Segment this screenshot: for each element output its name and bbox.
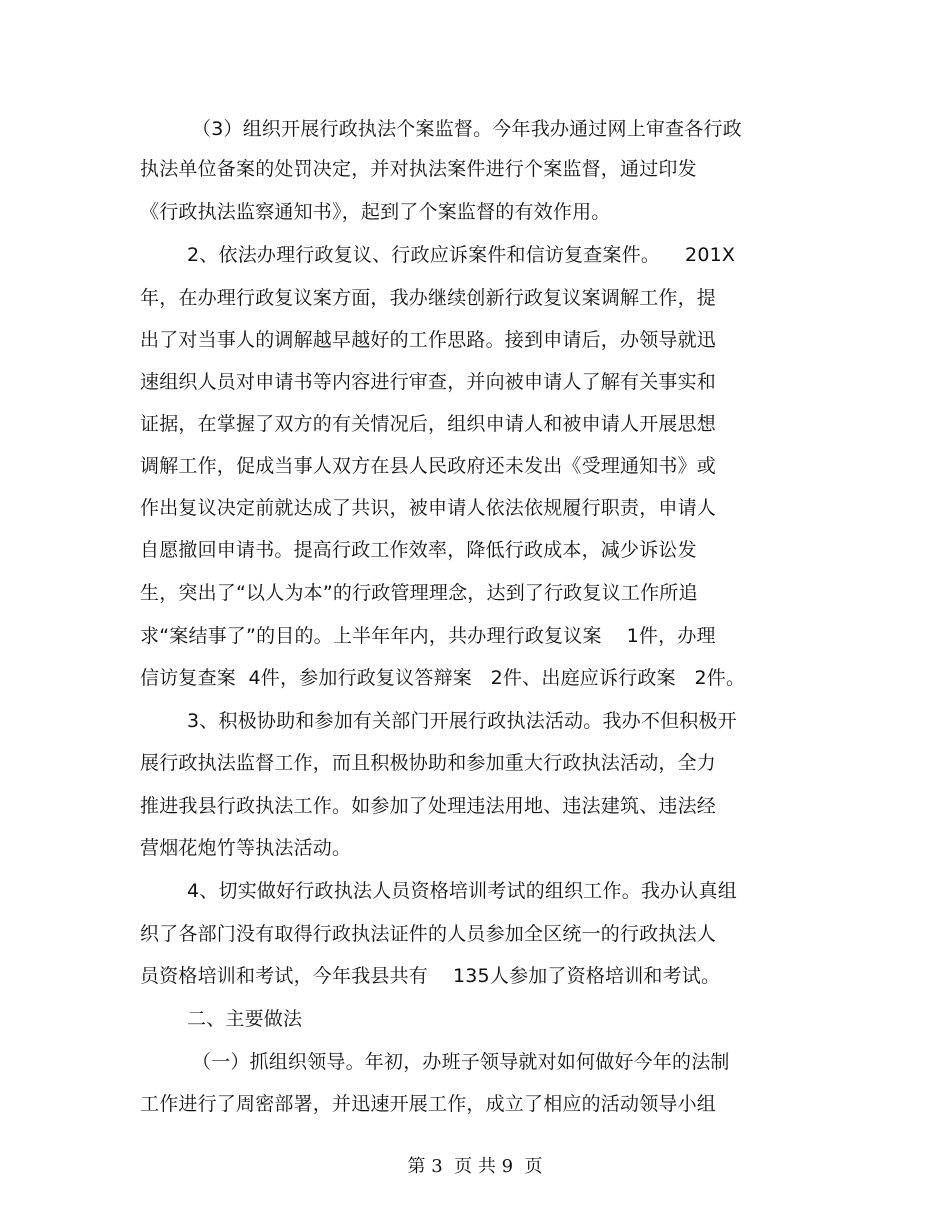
text-line: 求“案结事了”的目的。上半年年内，共办理行政复议案 1件，办理 bbox=[140, 625, 716, 647]
text-line: （一）抓组织领导。年初，办班子领导就对如何做好今年的法制 bbox=[192, 1051, 730, 1073]
text-line: 作出复议决定前就达成了共识，被申请人依法依规履行职责，申请人 bbox=[140, 497, 717, 519]
page-number-footer: 第 3 页 共 9 页 bbox=[407, 1156, 543, 1177]
text-line: 《行政执法监察通知书》，起到了个案监督的有效作用。 bbox=[140, 201, 611, 223]
text-line: 推进我县行政执法工作。如参加了处理违法用地、违法建筑、违法经 bbox=[140, 795, 717, 817]
text-line: 员资格培训和考试，今年我县共有 135人参加了资格培训和考试。 bbox=[140, 965, 721, 987]
text-line: 工作进行了周密部署，并迅速开展工作，成立了相应的活动领导小组 bbox=[140, 1093, 717, 1115]
text-line: 证据，在掌握了双方的有关情况后，组织申请人和被申请人开展思想 bbox=[140, 413, 717, 435]
text-line: 4、切实做好行政执法人员资格培训考试的组织工作。我办认真组 bbox=[187, 880, 737, 902]
text-line: 速组织人员对申请书等内容进行审查，并向被申请人了解有关事实和 bbox=[140, 371, 717, 393]
text-line: 织了各部门没有取得行政执法证件的人员参加全区统一的行政执法人 bbox=[140, 923, 717, 945]
text-line: 调解工作，促成当事人双方在县人民政府还未发出《受理通知书》或 bbox=[140, 455, 717, 477]
text-line: 年，在办理行政复议案方面，我办继续创新行政复议案调解工作，提 bbox=[140, 287, 717, 309]
text-line: 2、依法办理行政复议、行政应诉案件和信访复查案件。 201X bbox=[187, 244, 736, 266]
text-line: 生，突出了“以人为本”的行政管理理念，达到了行政复议工作所追 bbox=[140, 582, 698, 604]
text-line: 执法单位备案的处罚决定，并对执法案件进行个案监督，通过印发 bbox=[140, 158, 697, 180]
text-line: 营烟花炮竹等执法活动。 bbox=[140, 837, 352, 859]
text-line: 信访复查案 4件，参加行政复议答辩案 2件、出庭应诉行政案 2件。 bbox=[140, 667, 746, 689]
text-line: 出了对当事人的调解越早越好的工作思路。接到申请后，办领导就迅 bbox=[140, 329, 717, 351]
text-line: 自愿撤回申请书。提高行政工作效率，降低行政成本，减少诉讼发 bbox=[140, 539, 697, 561]
text-line: 3、积极协助和参加有关部门开展行政执法活动。我办不但积极开 bbox=[187, 710, 737, 732]
text-line: 展行政执法监督工作，而且积极协助和参加重大行政执法活动，全力 bbox=[140, 752, 717, 774]
section-heading: 二、主要做法 bbox=[187, 1008, 303, 1030]
text-line: （3）组织开展行政执法个案监督。今年我办通过网上审查各行政 bbox=[192, 118, 742, 140]
